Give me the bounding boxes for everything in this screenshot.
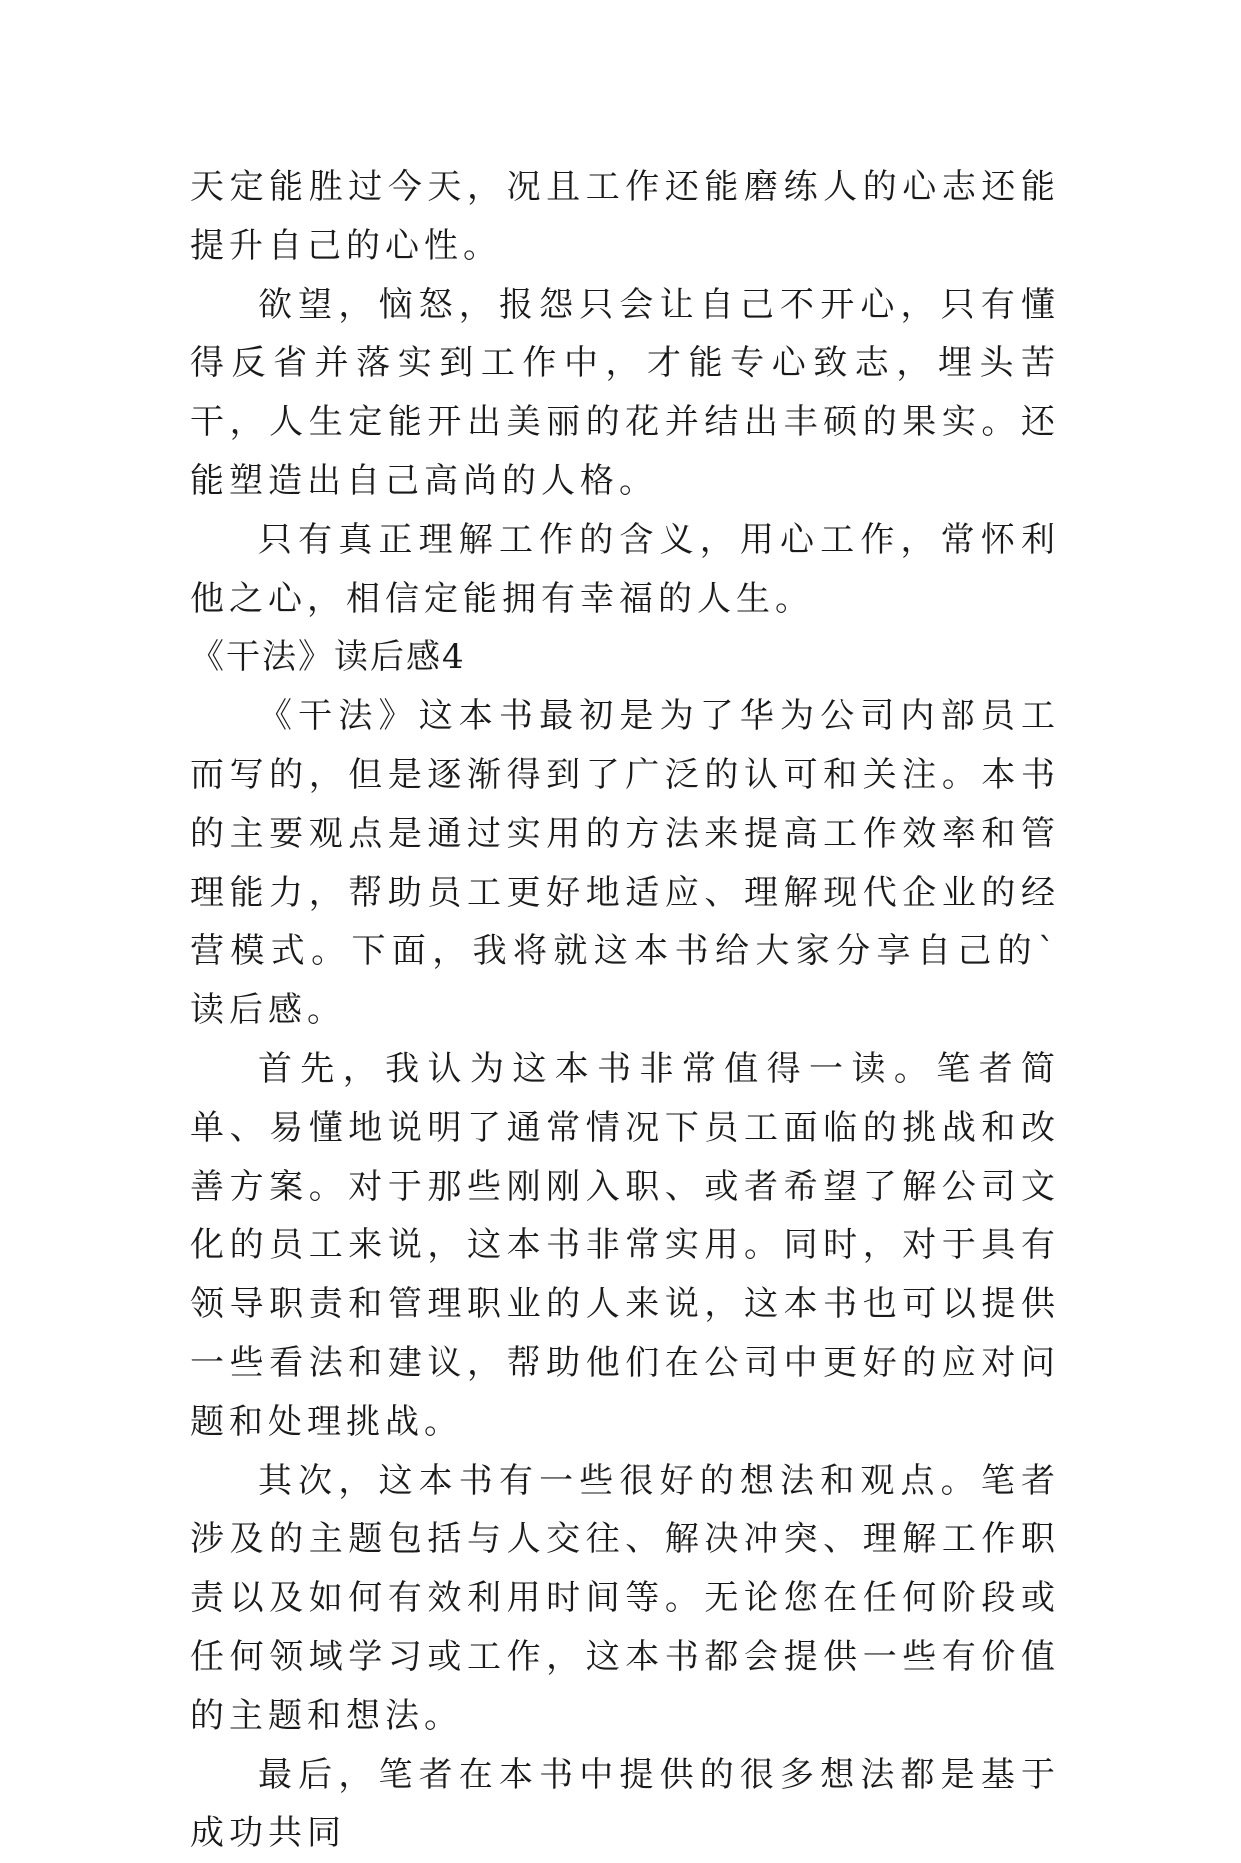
paragraph: 只有真正理解工作的含义，用心工作，常怀利他之心，相信定能拥有幸福的人生。 <box>190 519 1060 619</box>
paragraph: 《干法》这本书最初是为了华为公司内部员工而写的，但是逐渐得到了广泛的认可和关注。本书的主要观点是通过实用的方法来提高工作效率和管理能力，帮助员工更好地适应、理解现代企业的经营模式。下面，我将就这本书给大家分享自己的`读后感。 <box>190 696 1060 1031</box>
paragraph: 欲望，恼怒，报怨只会让自己不开心，只有懂得反省并落实到工作中，才能专心致志，埋头苦干，人生定能开出美丽的花并结出丰硕的果实。还能塑造出自己高尚的人格。 <box>190 284 1060 501</box>
paragraph: 首先，我认为这本书非常值得一读。笔者简单、易懂地说明了通常情况下员工面临的挑战和改善方案。对于那些刚刚入职、或者希望了解公司文化的员工来说，这本书非常实用。同时，对于具有领导职责和管理职业的人来说，这本书也可以提供一些看法和建议，帮助他们在公司中更好的应对问题和处理挑战。 <box>190 1048 1060 1442</box>
paragraph: 最后，笔者在本书中提供的很多想法都是基于成功共同 <box>190 1754 1060 1854</box>
paragraph: 其次，这本书有一些很好的想法和观点。笔者涉及的主题包括与人交往、解决冲突、理解工作职责以及如何有效利用时间等。无论您在任何阶段或任何领域学习或工作，这本书都会提供一些有价值的主题和想法。 <box>190 1460 1060 1736</box>
section-heading: 《干法》读后感4 <box>190 637 466 678</box>
paragraph-continuation: 天定能胜过今天，况且工作还能磨练人的心志还能提升自己的心性。 <box>190 167 1060 266</box>
document-body <box>190 158 1060 1863</box>
